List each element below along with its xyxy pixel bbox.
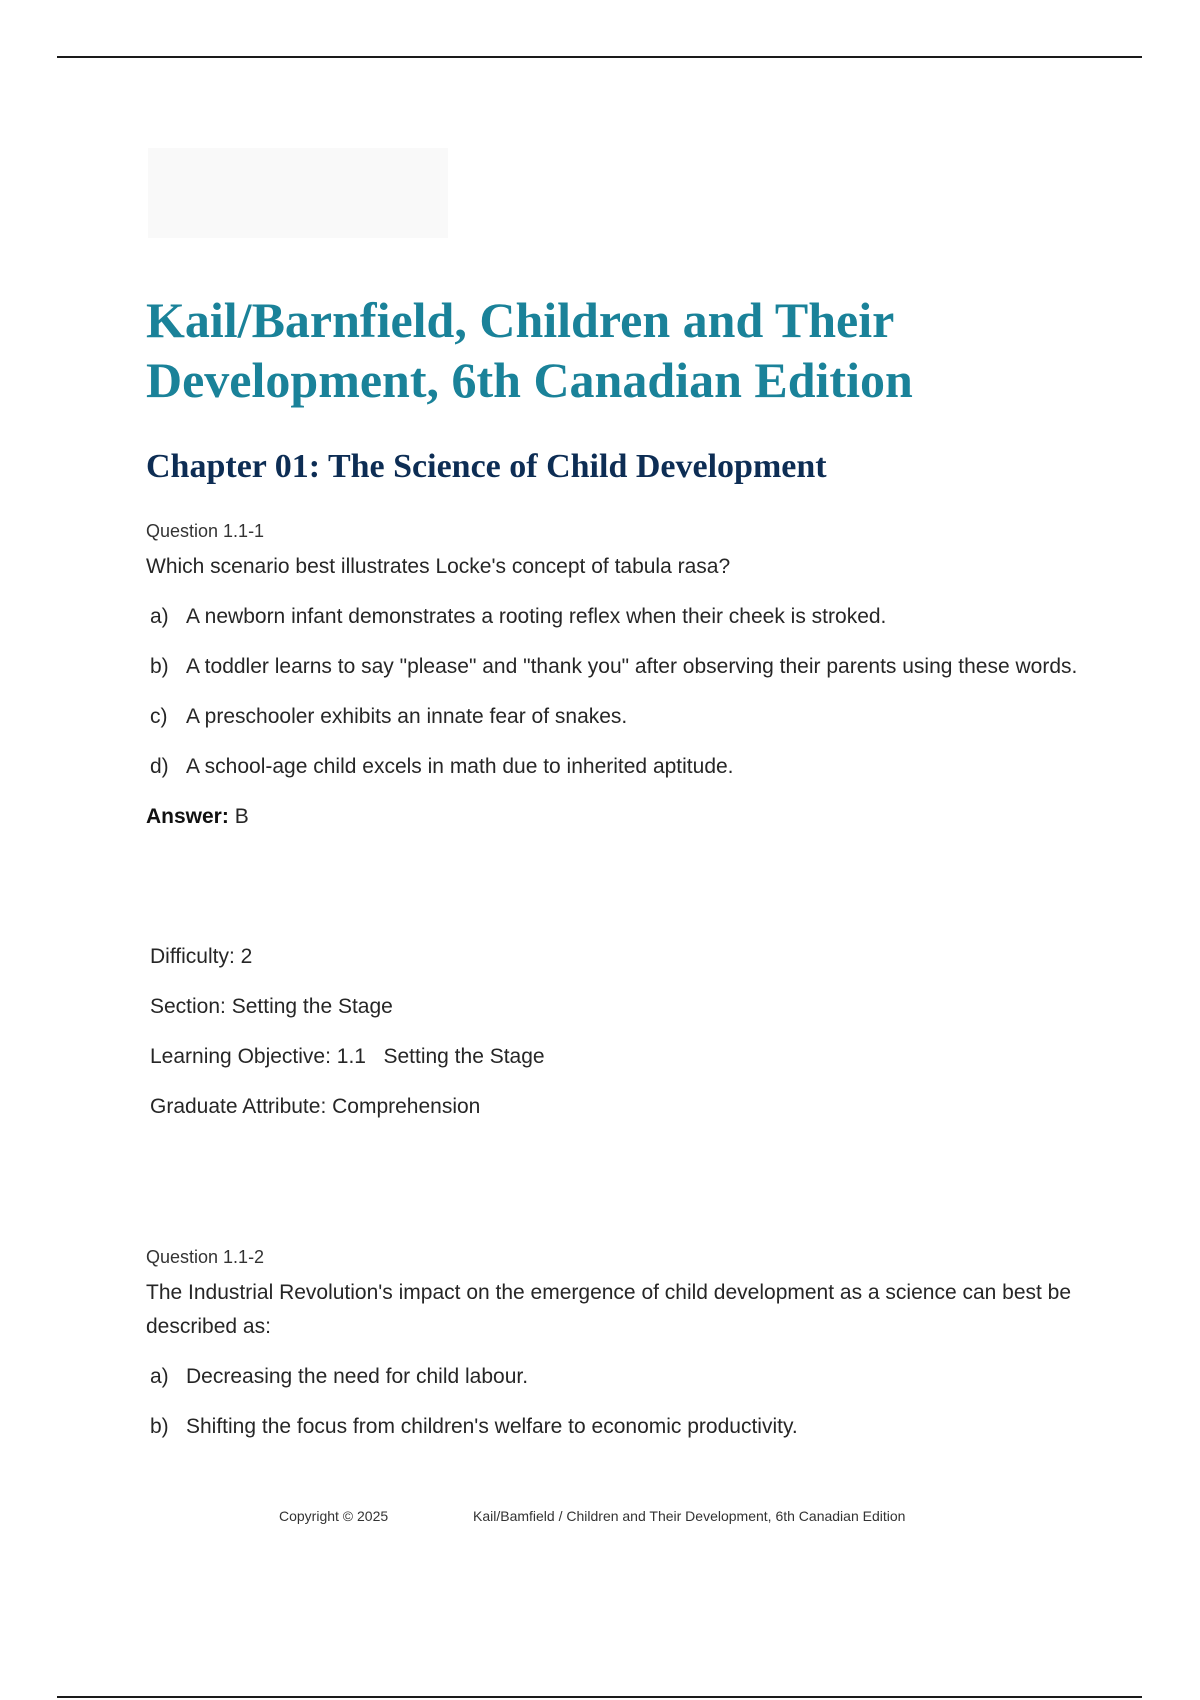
- option-letter: a): [150, 605, 169, 628]
- question-1-metadata: [150, 940, 545, 1140]
- answer-value: B: [228, 805, 249, 828]
- option-text: Shifting the focus from children's welfare to economic productivity.: [186, 1415, 798, 1438]
- option-text: A toddler learns to say "please" and "thank you" after observing their parents using these words.: [186, 655, 1078, 678]
- question-stem: The Industrial Revolution's impact on the emergence of child development as a science can best be described as:: [146, 1281, 1072, 1338]
- option-letter: b): [150, 655, 169, 678]
- answer: [146, 800, 1106, 834]
- option-a: [150, 600, 1106, 634]
- section: Section: Setting the Stage: [150, 995, 393, 1018]
- option-c: [150, 700, 1106, 734]
- faded-header-block: [148, 148, 448, 238]
- footer-copyright: Copyright © 2025: [279, 1508, 389, 1524]
- option-letter: d): [150, 755, 169, 778]
- option-letter: b): [150, 1415, 169, 1438]
- option-d: [150, 750, 1106, 784]
- difficulty: Difficulty: 2: [150, 945, 253, 968]
- top-rule: [57, 56, 1142, 58]
- document-title: Kail/Barnfield, Children and Their Development, 6th Canadian Edition: [146, 292, 913, 408]
- option-text: Decreasing the need for child labour.: [186, 1365, 529, 1388]
- option-text: A school-age child excels in math due to inherited aptitude.: [186, 755, 734, 778]
- option-text: A newborn infant demonstrates a rooting reflex when their cheek is stroked.: [186, 605, 887, 628]
- chapter-heading: Chapter 01: The Science of Child Development: [146, 448, 827, 485]
- graduate-attribute: Graduate Attribute: Comprehension: [150, 1095, 481, 1118]
- question-label: Question 1.1-2: [146, 1247, 265, 1267]
- footer-book-title: Kail/Bamfield / Children and Their Development, 6th Canadian Edition: [473, 1508, 906, 1524]
- answer-label: Answer:: [146, 805, 229, 828]
- question-2: [146, 1244, 1106, 1444]
- option-b: [150, 1410, 1106, 1444]
- question-stem: Which scenario best illustrates Locke's concept of tabula rasa?: [146, 555, 731, 578]
- question-label: Question 1.1-1: [146, 521, 265, 541]
- option-letter: a): [150, 1365, 169, 1388]
- option-b: [150, 650, 1106, 684]
- option-a: [150, 1360, 1106, 1394]
- option-text: A preschooler exhibits an innate fear of snakes.: [186, 705, 628, 728]
- bottom-rule: [57, 1696, 1142, 1698]
- question-1: [146, 518, 1106, 834]
- learning-objective: Learning Objective: 1.1 Setting the Stage: [150, 1045, 545, 1068]
- option-letter: c): [150, 705, 168, 728]
